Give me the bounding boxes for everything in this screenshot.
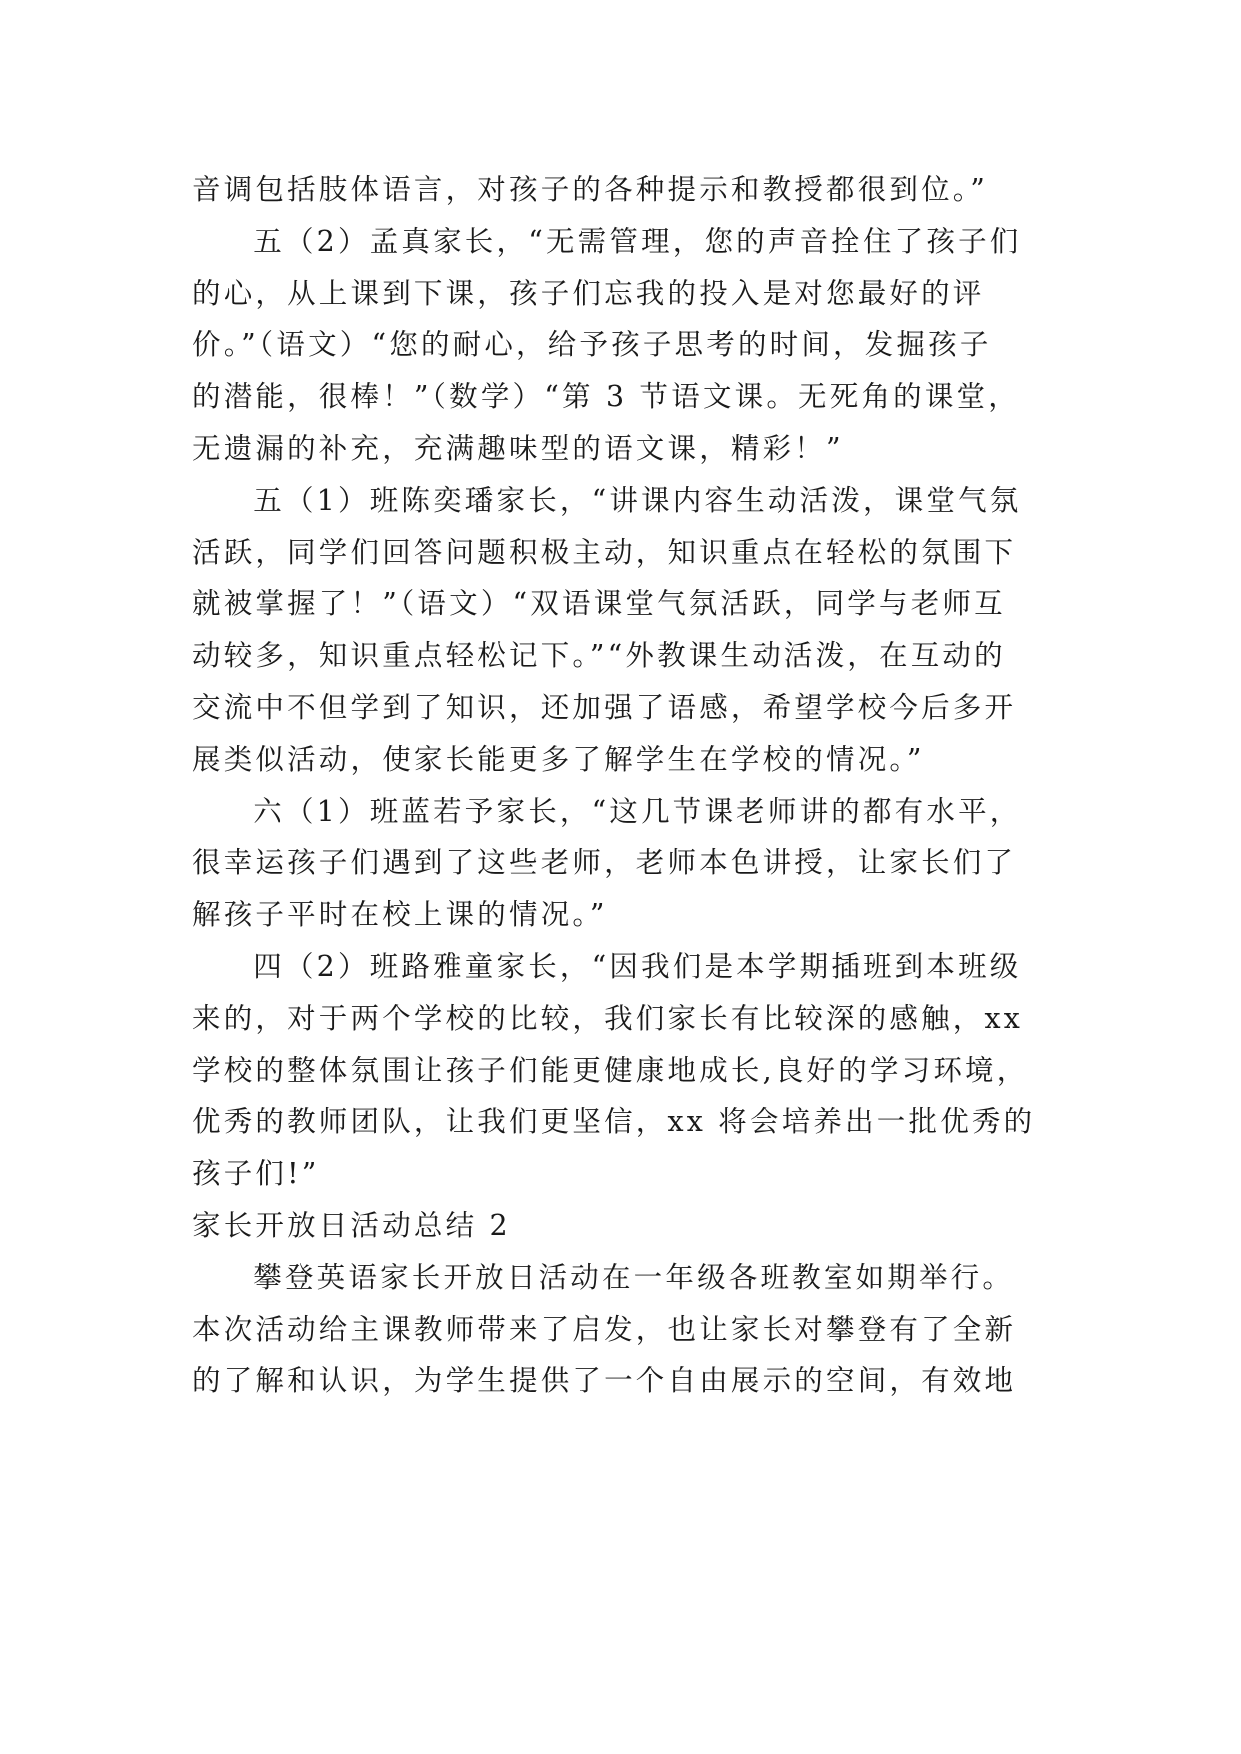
paragraph-parent-comment-lan xyxy=(192,786,1072,941)
text-line: 五（2）孟真家长，“无需管理，您的声音拴住了孩子们 xyxy=(253,224,1022,258)
text-line: 孩子们!” xyxy=(192,1157,320,1191)
paragraph-parent-comment-meng xyxy=(192,216,1072,475)
text-line: 学校的整体氛围让孩子们能更健康地成长,良好的学习环境， xyxy=(192,1053,1029,1087)
text-line: 音调包括肢体语言，对孩子的各种提示和教授都很到位。” xyxy=(192,173,989,206)
text-line: 无遗漏的补充，充满趣味型的语文课，精彩！” xyxy=(192,431,844,465)
text-line: 本次活动给主课教师带来了启发，也让家长对攀登有了全新 xyxy=(192,1312,1017,1346)
text-line: 动较多，知识重点轻松记下。”“外教课生动活泼，在互动的 xyxy=(192,639,1006,673)
heading-text: 家长开放日活动总结 2 xyxy=(192,1208,511,1242)
text-line: 就被掌握了！”（语文）“双语课堂气氛活跃，同学与老师互 xyxy=(192,587,1006,621)
text-line: 的心，从上课到下课，孩子们忘我的投入是对您最好的评 xyxy=(192,276,985,310)
paragraph-parent-comment-lu xyxy=(192,941,1072,1200)
paragraph-summary-intro xyxy=(192,1252,1072,1407)
text-line: 优秀的教师团队，让我们更坚信，xx 将会培养出一批优秀的 xyxy=(192,1105,1036,1139)
text-line: 五（1）班陈奕璠家长，“讲课内容生动活泼，课堂气氛 xyxy=(253,483,1022,517)
text-line: 的潜能，很棒！”（数学）“第 3 节语文课。无死角的课堂， xyxy=(192,380,1020,414)
text-line: 四（2）班路雅童家长，“因我们是本学期插班到本班级 xyxy=(253,949,1022,983)
text-line: 六（1）班蓝若予家长，“这几节课老师讲的都有水平， xyxy=(253,794,1022,828)
text-line: 来的，对于两个学校的比较，我们家长有比较深的感触，xx xyxy=(192,1001,1024,1035)
paragraph-parent-comment-chen xyxy=(192,475,1072,786)
section-heading xyxy=(192,1200,1072,1252)
paragraph-continuation xyxy=(192,164,1072,216)
text-line: 攀登英语家长开放日活动在一年级各班教室如期举行。 xyxy=(253,1260,1015,1294)
text-line: 展类似活动，使家长能更多了解学生在学校的情况。” xyxy=(192,742,925,776)
text-line: 交流中不但学到了知识，还加强了语感，希望学校今后多开 xyxy=(192,690,1017,724)
text-line: 解孩子平时在校上课的情况。” xyxy=(192,898,608,932)
text-line: 很幸运孩子们遇到了这些老师，老师本色讲授，让家长们了 xyxy=(192,846,1017,880)
text-line: 的了解和认识，为学生提供了一个自由展示的空间，有效地 xyxy=(192,1364,1017,1398)
text-line: 价。”（语文）“您的耐心，给予孩子思考的时间，发掘孩子 xyxy=(192,328,992,362)
document-body xyxy=(192,164,1072,1407)
text-line: 活跃，同学们回答问题积极主动，知识重点在轻松的氛围下 xyxy=(192,535,1017,569)
